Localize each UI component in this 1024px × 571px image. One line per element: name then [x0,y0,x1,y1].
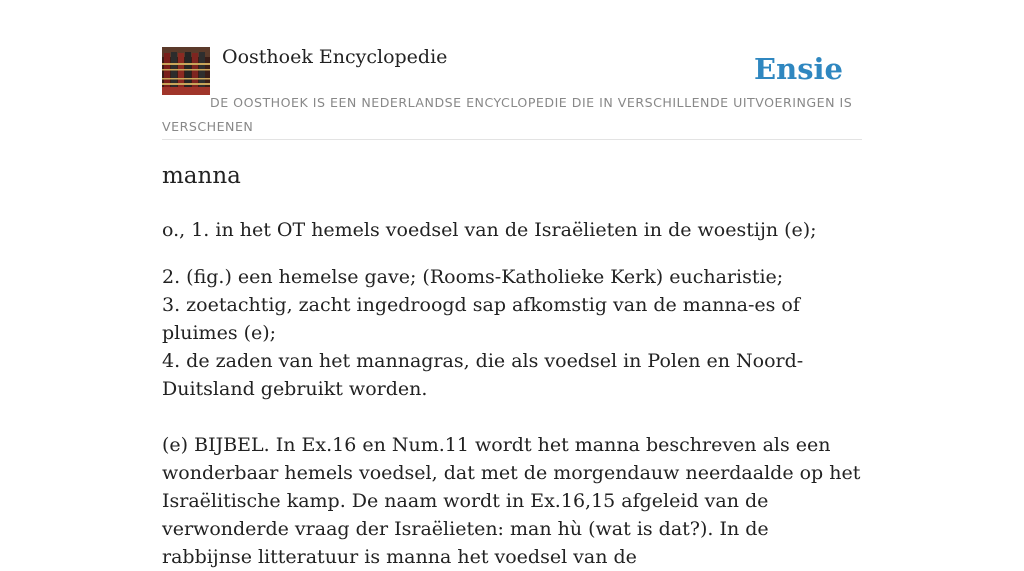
bible-paragraph: (e) BIJBEL. In Ex.16 en Num.11 wordt het manna beschreven als een wonderbaar hemels voedsel, dat met de morgendauw neerdaalde op het Israëlitische kamp. De naam wordt in Ex.16,15 afgeleid van de verwonderde vraag der Israëlieten: man hù (wat is dat?). In de rabbijnse litteratuur is manna het voedsel van de [162,434,861,568]
book-spines-icon[interactable] [162,47,210,95]
definition-4: 4. de zaden van het mannagras, die als voedsel in Polen en Noord-Duitsland gebruikt worden. [162,350,804,400]
brand-logo[interactable]: Ensie [754,52,843,86]
header-divider [162,139,862,140]
page-container [162,0,862,568]
site-tagline: DE OOSTHOEK IS EEN NEDERLANDSE ENCYCLOPEDIE DIE IN VERSCHILLENDE UITVOERINGEN IS VERSCHENEN [162,95,853,134]
definition-3: 3. zoetachtig, zacht ingedroogd sap afkomstig van de manna-es of pluimes (e); [162,294,800,344]
entry-title: manna [162,163,241,189]
definition-list [162,263,862,403]
definition-2: 2. (fig.) een hemelse gave; (Rooms-Katholieke Kerk) eucharistie; [162,266,784,288]
site-name[interactable]: Oosthoek Encyclopedie [222,46,448,68]
entry-content [162,216,862,571]
definition-1: o., 1. in het OT hemels voedsel van de Israëlieten in de woestijn (e); [162,219,817,241]
